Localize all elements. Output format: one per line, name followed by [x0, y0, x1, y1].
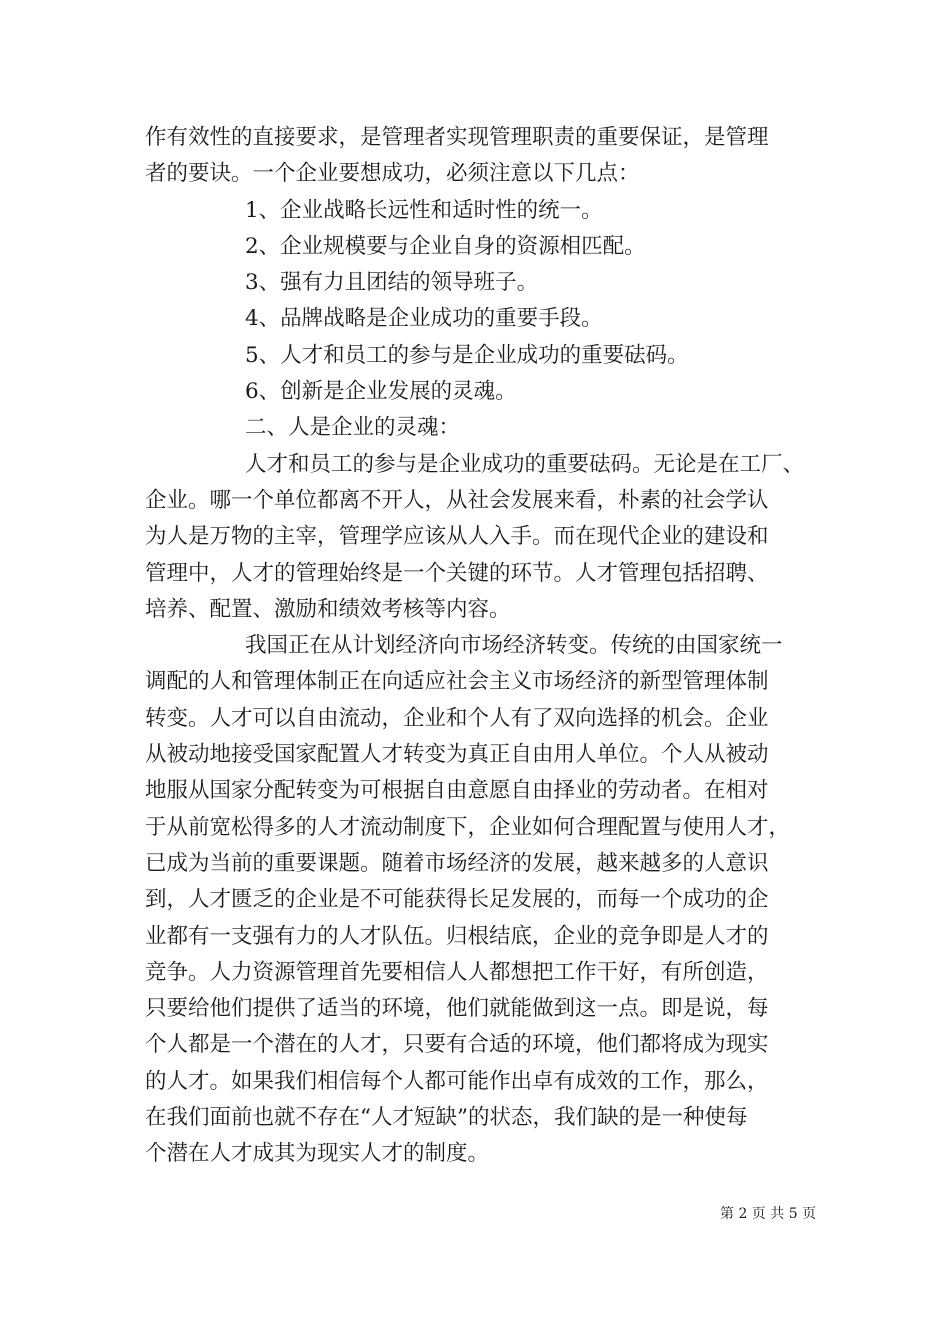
- text-line: 为人是万物的主宰，管理学应该从人入手。而在现代企业的建设和: [145, 524, 769, 550]
- page-number-footer: 第 2 页 共 5 页: [720, 1206, 817, 1222]
- text-line: 6、创新是企业发展的灵魂。: [245, 379, 517, 405]
- document-body: [145, 120, 810, 1173]
- text-line: 的人才。如果我们相信每个人都可能作出卓有成效的工作，那么，: [145, 1068, 769, 1094]
- text-line: 只要给他们提供了适当的环境，他们就能做到这一点。即是说，每: [145, 996, 769, 1022]
- text-line: 作有效性的直接要求，是管理者实现管理职责的重要保证，是管理: [145, 125, 769, 150]
- text-line: 我国正在从计划经济向市场经济转变。传统的由国家统一: [245, 633, 783, 659]
- text-line: 个人都是一个潜在的人才，只要有合适的环境，他们都将成为现实: [145, 1032, 769, 1058]
- text-line: 个潜在人才成其为现实人才的制度。: [145, 1141, 490, 1167]
- text-line: 1、企业战略长远性和适时性的统一。: [245, 197, 603, 223]
- text-line: 5、人才和员工的参与是企业成功的重要砝码。: [245, 342, 689, 368]
- text-line: 3、强有力且团结的领导班子。: [245, 270, 539, 296]
- text-line: 从被动地接受国家配置人才转变为真正自由用人单位。个人从被动: [145, 742, 769, 768]
- text-line: 调配的人和管理体制正在向适应社会主义市场经济的新型管理体制: [145, 669, 769, 695]
- text-line: 在我们面前也就不存在“人才短缺”的状态，我们缺的是一种使每: [145, 1105, 748, 1131]
- text-line: 企业。哪一个单位都离不开人，从社会发展来看，朴素的社会学认: [145, 487, 769, 513]
- text-line: 已成为当前的重要课题。随着市场经济的发展，越来越多的人意识: [145, 850, 769, 876]
- text-line: 地服从国家分配转变为可根据自由意愿自由择业的劳动者。在相对: [145, 778, 769, 804]
- text-line: 于从前宽松得多的人才流动制度下，企业如何合理配置与使用人才，: [145, 814, 791, 840]
- text-line: 二、人是企业的灵魂：: [245, 415, 461, 441]
- text-line: 业都有一支强有力的人才队伍。归根结底，企业的竞争即是人才的: [145, 923, 769, 949]
- text-line: 人才和员工的参与是企业成功的重要砝码。无论是在工厂、: [245, 451, 805, 477]
- text-line: 2、企业规模要与企业自身的资源相匹配。: [245, 233, 646, 259]
- text-line: 管理中，人才的管理始终是一个关键的环节。人才管理包括招聘、: [145, 560, 769, 586]
- text-line: 转变。人才可以自由流动，企业和个人有了双向选择的机会。企业: [145, 705, 769, 731]
- text-line: 者的要诀。一个企业要想成功，必须注意以下几点：: [145, 161, 640, 187]
- text-line: 竞争。人力资源管理首先要相信人人都想把工作干好，有所创造，: [145, 959, 769, 985]
- text-line: 培养、配置、激励和绩效考核等内容。: [145, 596, 511, 622]
- text-line: 4、品牌战略是企业成功的重要手段。: [245, 306, 603, 332]
- text-line: 到，人才匮乏的企业是不可能获得长足发展的，而每一个成功的企: [145, 887, 769, 913]
